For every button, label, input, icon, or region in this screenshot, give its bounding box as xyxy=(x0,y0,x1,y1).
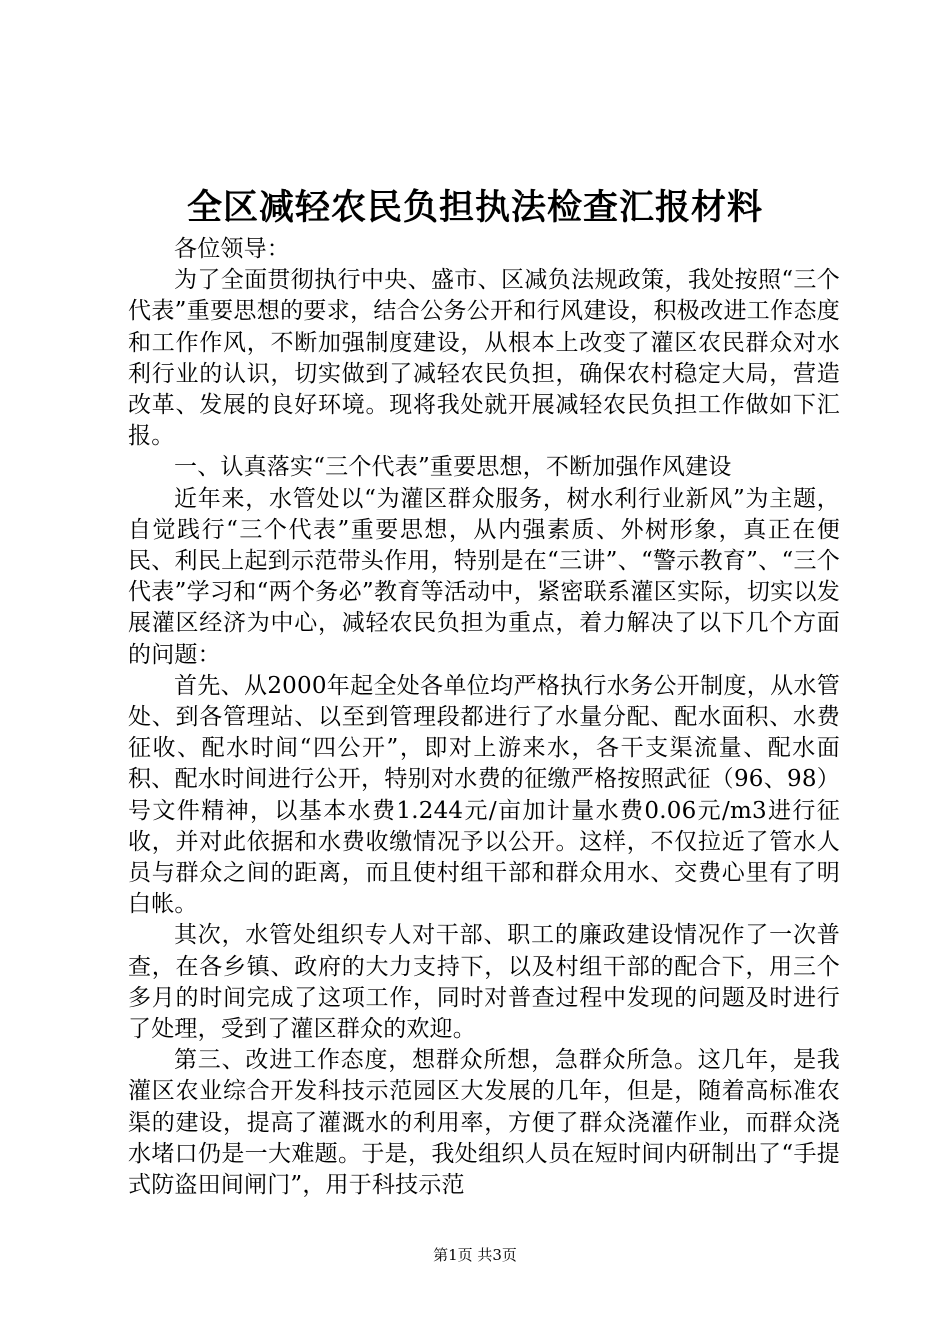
document-body xyxy=(128,234,840,1201)
body-paragraph: 首先、从2000年起全处各单位均严格执行水务公开制度，从水管处、到各管理站、以至到管理段都进行了水量分配、配水面积、水费征收、配水时间“四公开”，即对上游来水，各干支渠流量、配水面积、配水时间进行公开，特别对水费的征缴严格按照武征（96、98）号文件精神，以基本水费1.244元/亩加计量水费0.06元/m3进行征收，并对此依据和水费收缴情况予以公开。这样，不仅拉近了管水人员与群众之间的距离，而且使村组干部和群众用水、交费心里有了明白帐。 xyxy=(128,672,840,918)
body-paragraph: 其次，水管处组织专人对干部、职工的廉政建设情况作了一次普查，在各乡镇、政府的大力支持下，以及村组干部的配合下，用三个多月的时间完成了这项工作，同时对普查过程中发现的问题及时进行了处理，受到了灌区群众的欢迎。 xyxy=(128,922,840,1043)
intro-paragraph: 为了全面贯彻执行中央、盛市、区减负法规政策，我处按照“三个代表”重要思想的要求，结合公务公开和行风建设，积极改进工作态度和工作作风，不断加强制度建设，从根本上改变了灌区农民群众对水利行业的认识，切实做到了减轻农民负担，确保农村稳定大局，营造改革、发展的良好环境。现将我处就开展减轻农民负担工作做如下汇报。 xyxy=(128,267,840,450)
salutation: 各位领导： xyxy=(174,236,290,262)
page-number-footer: 第1页 共3页 xyxy=(433,1246,517,1264)
body-paragraph: 近年来，水管处以“为灌区群众服务，树水利行业新风”为主题，自觉践行“三个代表”重要思想，从内强素质、外树形象，真正在便民、利民上起到示范带头作用，特别是在“三讲”、“警示教育”、“三个代表”学习和“两个务必”教育等活动中，紧密联系灌区实际，切实以发展灌区经济为中心，减轻农民负担为重点，着力解决了以下几个方面的问题： xyxy=(128,485,840,668)
document-title: 全区减轻农民负担执法检查汇报材料 xyxy=(186,187,763,228)
section-heading-1: 一、认真落实“三个代表”重要思想，不断加强作风建设 xyxy=(174,454,732,481)
body-paragraph: 第三、改进工作态度，想群众所想，急群众所急。这几年，是我灌区农业综合开发科技示范园区大发展的几年，但是，随着高标准农渠的建设，提高了灌溉水的利用率，方便了群众浇灌作业，而群众浇水堵口仍是一大难题。于是，我处组织人员在短时间内研制出了“手提式防盗田间闸门”，用于科技示范 xyxy=(128,1047,840,1199)
